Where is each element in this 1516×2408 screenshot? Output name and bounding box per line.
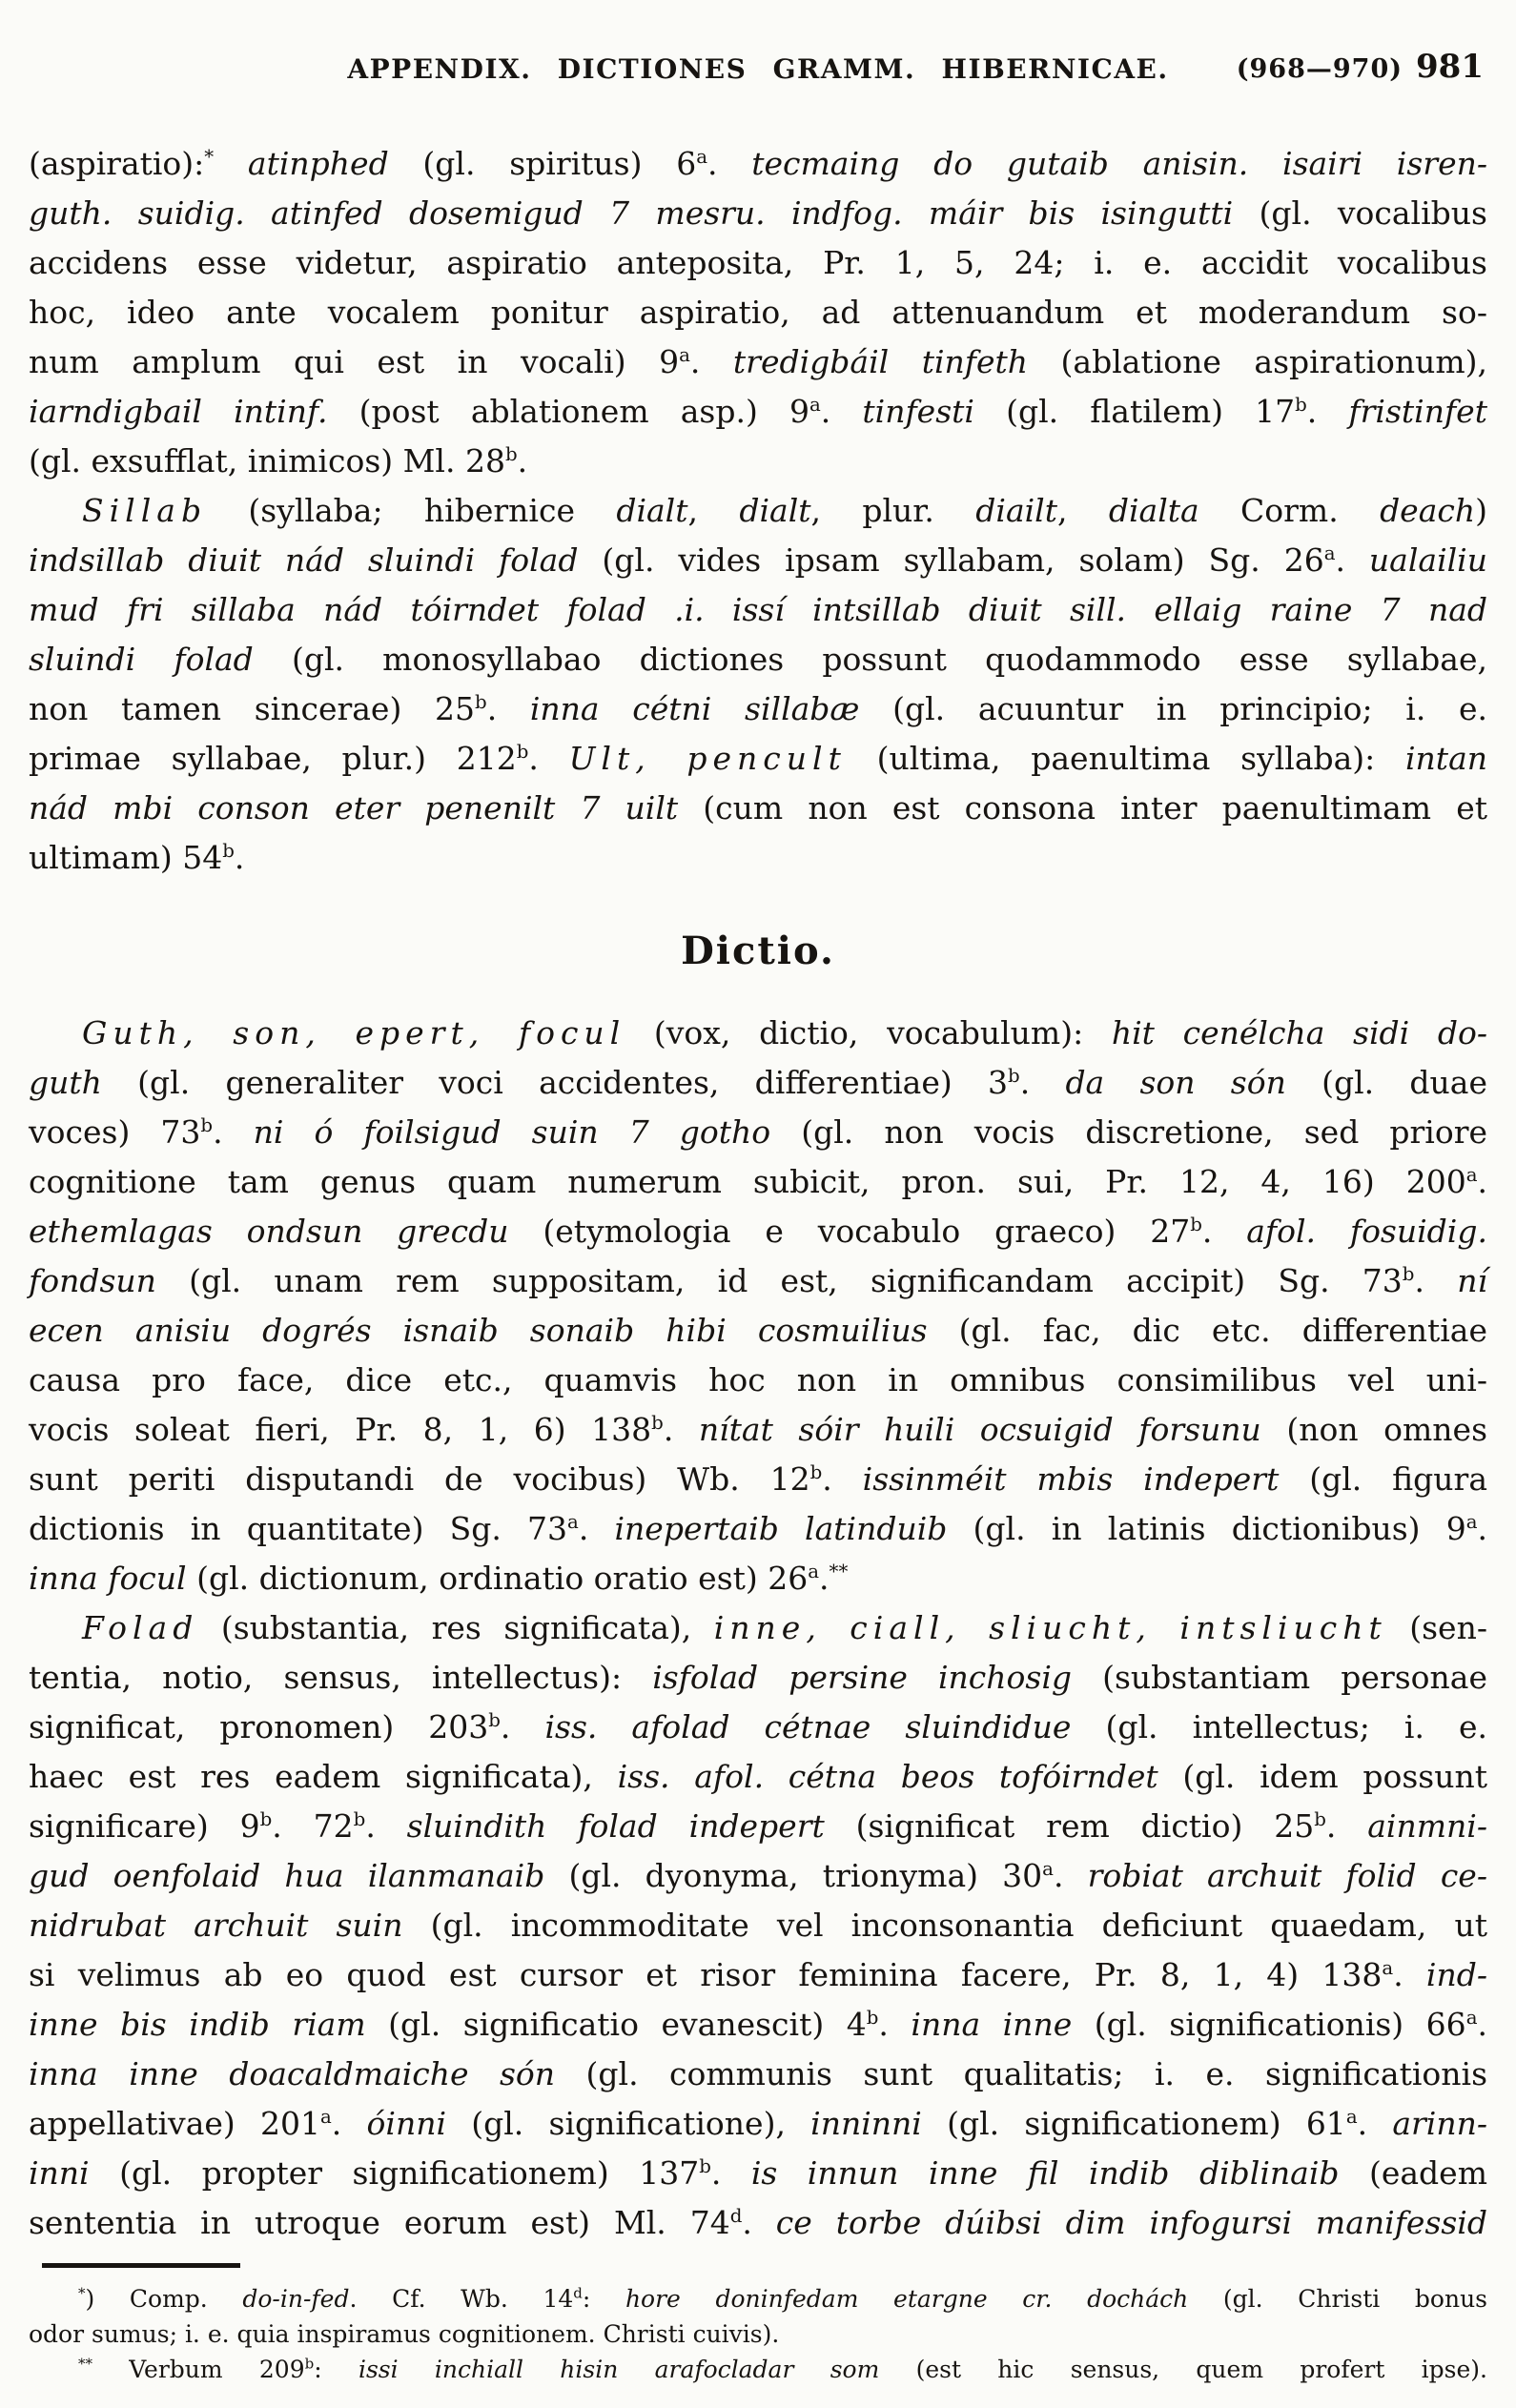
paragraph — [29, 139, 1487, 486]
text-line — [29, 635, 1487, 684]
reference-superscript: a — [1345, 2106, 1358, 2128]
reference-superscript: b — [353, 1808, 366, 1830]
reference-superscript: a — [679, 344, 690, 366]
irish-text-segment: sluindith folad indepert — [406, 1807, 825, 1845]
irish-text-segment: guth. suidig. atinfed dosemigud 7 mesru. indfog. máir bis isingutti — [29, 194, 1234, 232]
latin-text-segment: (vox, dictio, vocabulum): — [625, 1014, 1112, 1051]
body-content — [29, 139, 1487, 2248]
latin-text-segment: , plur. — [810, 492, 976, 529]
irish-text-segment: robiat archuit folid ce- — [1087, 1857, 1487, 1894]
reference-superscript: b — [866, 2007, 879, 2029]
text-line — [29, 189, 1487, 238]
latin-text-segment: (gl. dyonyma, trionyma) 30 — [544, 1857, 1043, 1894]
latin-text-segment: (eadem — [1339, 2154, 1488, 2192]
irish-text-segment: iss. afolad cétnae sluindidue — [544, 1708, 1072, 1745]
latin-text-segment: (gl. monosyllabao dictiones possunt quodammodo esse syllabae, — [253, 641, 1487, 678]
text-line — [29, 536, 1487, 585]
latin-text-segment: (gl. communis sunt qualitatis; i. e. significationis — [555, 2055, 1488, 2092]
latin-text-segment: . — [486, 690, 530, 727]
reference-superscript: b — [516, 741, 529, 763]
irish-text-segment: issinméit mbis indepert — [862, 1460, 1280, 1498]
latin-text-segment: (gl. significationem) 61 — [921, 2105, 1346, 2142]
irish-text-segment: guth — [29, 1064, 102, 1101]
latin-text-segment: (gl. unam rem suppositam, id est, significandam accipit) Sg. 73 — [155, 1262, 1403, 1299]
reference-superscript: * — [204, 146, 215, 168]
latin-text-segment: . — [517, 442, 528, 480]
latin-text-segment: . 72 — [272, 1807, 354, 1845]
latin-text-segment: (syllaba; hibernice — [207, 492, 617, 529]
text-line — [29, 337, 1487, 387]
reference-superscript: a — [1042, 1858, 1054, 1880]
column-range: (968—970) — [1236, 54, 1403, 84]
reference-superscript: a — [320, 2106, 332, 2128]
latin-text-segment: (gl. duae — [1285, 1064, 1487, 1101]
reference-superscript: b — [222, 840, 235, 862]
latin-text-segment: significare) 9 — [29, 1807, 260, 1845]
paragraph — [29, 486, 1487, 883]
latin-text-segment: Corm. — [1198, 492, 1381, 529]
latin-text-segment: . — [1335, 541, 1369, 579]
latin-text-segment: primae syllabae, plur.) 212 — [29, 740, 517, 777]
irish-text-segment: Sillab — [82, 492, 208, 529]
footnote-line — [29, 2352, 1487, 2387]
text-line — [29, 1405, 1487, 1455]
irish-text-segment: atinphed — [247, 145, 389, 182]
irish-text-segment: inna focul — [29, 1560, 187, 1597]
latin-text-segment: ) — [1475, 492, 1488, 529]
latin-text-segment: . — [578, 1510, 615, 1547]
text-line — [29, 1058, 1487, 1108]
latin-text-segment: (gl. acuuntur in principio; i. e. — [859, 690, 1488, 727]
latin-text-segment: (gl. Christi bonus — [1188, 2285, 1488, 2313]
irish-text-segment: hore doninfedam etargne cr. dochách — [625, 2285, 1189, 2313]
text-line — [29, 1554, 1487, 1603]
text-line — [29, 2099, 1487, 2149]
text-line — [29, 1653, 1487, 1703]
text-line — [29, 784, 1487, 833]
latin-text-segment: hoc, ideo ante vocalem ponitur aspiratio, ad attenuandum et moderandum so- — [29, 294, 1487, 331]
text-line — [29, 139, 1487, 189]
latin-text-segment: ultimam) 54 — [29, 839, 223, 876]
latin-text-segment: (significat rem dictio) 25 — [824, 1807, 1315, 1845]
latin-text-segment: . — [365, 1807, 407, 1845]
irish-text-segment: afol. fosuidig. — [1246, 1213, 1487, 1250]
latin-text-segment: (substantia, res significata), — [198, 1609, 714, 1646]
irish-text-segment: intan — [1405, 740, 1487, 777]
latin-text-segment: si velimus ab eo quod est cursor et risor feminina facere, Pr. 8, 1, 4) 138 — [29, 1956, 1383, 1993]
irish-text-segment: tredigbáil tinfeth — [732, 343, 1029, 380]
text-line — [29, 1207, 1487, 1256]
latin-text-segment: (gl. vides ipsam syllabam, solam) Sg. 26 — [578, 541, 1324, 579]
paragraph — [29, 1009, 1487, 1603]
footnotes — [29, 2281, 1487, 2387]
text-line — [29, 2149, 1487, 2198]
reference-superscript: a — [1465, 2007, 1478, 2029]
reference-superscript: b — [1295, 394, 1307, 416]
irish-text-segment: do-in-fed — [242, 2285, 350, 2313]
text-line — [29, 1703, 1487, 1752]
latin-text-segment: (ultima, paenultima syllaba): — [846, 740, 1405, 777]
latin-text-segment: (non omnes — [1260, 1411, 1488, 1448]
latin-text-segment: . — [1357, 2105, 1393, 2142]
latin-text-segment: (gl. spiritus) 6 — [388, 145, 697, 182]
text-line — [29, 1356, 1487, 1405]
text-line — [29, 2050, 1487, 2099]
latin-text-segment: . — [689, 343, 733, 380]
text-line — [29, 1306, 1487, 1356]
latin-text-segment: . — [742, 2204, 776, 2241]
latin-text-segment: appellativae) 201 — [29, 2105, 320, 2142]
text-line — [29, 238, 1487, 288]
footnote-line — [29, 2316, 1487, 2352]
latin-text-segment: (etymologia e vocabulo graeco) 27 — [508, 1213, 1191, 1250]
latin-text-segment: (gl. in latinis dictionibus) 9 — [947, 1510, 1466, 1547]
latin-text-segment: . — [1201, 1213, 1247, 1250]
latin-text-segment: . — [1477, 1163, 1487, 1200]
text-line — [29, 437, 1487, 486]
reference-superscript: b — [504, 443, 518, 465]
irish-text-segment: inepertaib latinduib — [614, 1510, 948, 1547]
irish-text-segment: dialt — [616, 492, 688, 529]
irish-text-segment: ainmni- — [1367, 1807, 1487, 1845]
section-heading: Dictio. — [681, 929, 835, 973]
paragraph — [29, 1603, 1487, 2248]
latin-text-segment: (gl. fac, dic etc. differentiae — [927, 1312, 1487, 1349]
text-line — [29, 1009, 1487, 1058]
irish-text-segment: da son són — [1065, 1064, 1286, 1101]
irish-text-segment: isfolad persine inchosig — [652, 1659, 1073, 1696]
text-line — [29, 2000, 1487, 2050]
reference-superscript: a — [1382, 1957, 1394, 1979]
text-line — [29, 684, 1487, 734]
latin-text-segment: . — [822, 1460, 863, 1498]
latin-text-segment: . — [707, 145, 752, 182]
irish-text-segment: ni ó foilsigud suin 7 gotho — [253, 1113, 771, 1151]
irish-text-segment: sluindi folad — [29, 641, 254, 678]
irish-text-segment: tinfesti — [862, 393, 974, 430]
latin-text-segment: . — [213, 1113, 254, 1151]
reference-superscript: b — [259, 1808, 273, 1830]
irish-text-segment: hit cenélcha sidi do- — [1111, 1014, 1488, 1051]
latin-text-segment: (ablatione aspirationum), — [1028, 343, 1487, 380]
reference-superscript: b — [1008, 1065, 1020, 1087]
latin-text-segment: , — [1057, 492, 1109, 529]
irish-text-segment: Folad — [82, 1609, 199, 1646]
latin-text-segment: Verbum 209 — [92, 2356, 305, 2383]
irish-text-segment: Guth, son, epert, focul — [82, 1014, 626, 1051]
reference-superscript: b — [200, 1114, 214, 1136]
irish-text-segment: iss. afol. cétna beos tofóirndet — [617, 1758, 1158, 1795]
reference-superscript: a — [1465, 1511, 1478, 1533]
latin-text-segment: . — [1306, 393, 1349, 430]
irish-text-segment: inna cétni sillabæ — [529, 690, 860, 727]
irish-text-segment: deach — [1380, 492, 1476, 529]
latin-text-segment: (gl. idem possunt — [1157, 1758, 1487, 1795]
irish-text-segment: fristinfet — [1348, 393, 1487, 430]
irish-text-segment: fondsun — [29, 1262, 156, 1299]
text-line — [29, 2198, 1487, 2248]
irish-text-segment: ualailiu — [1368, 541, 1487, 579]
irish-text-segment: nítat sóir huili ocsuigid forsunu — [698, 1411, 1261, 1448]
latin-text-segment: . — [500, 1708, 545, 1745]
footnote-separator — [42, 2263, 240, 2268]
irish-text-segment: inna inne — [911, 2006, 1073, 2043]
latin-text-segment: . — [1053, 1857, 1088, 1894]
irish-text-segment: nád mbi conson eter penenilt 7 uilt — [29, 789, 679, 826]
irish-text-segment: inne bis indib riam — [29, 2006, 366, 2043]
page-header — [29, 48, 1487, 92]
text-line — [29, 1108, 1487, 1157]
text-line — [29, 1455, 1487, 1504]
latin-text-segment: : — [314, 2356, 359, 2383]
irish-text-segment: ecen anisiu dogrés isnaib sonaib hibi cosmuilius — [29, 1312, 928, 1349]
latin-text-segment: causa pro face, dice etc., quamvis hoc non in omnibus consimilibus vel uni- — [29, 1361, 1487, 1398]
latin-text-segment: : — [582, 2285, 625, 2313]
text-line — [29, 288, 1487, 337]
text-line — [29, 1752, 1487, 1802]
text-line — [29, 1851, 1487, 1901]
latin-text-segment: significat, pronomen) 203 — [29, 1708, 489, 1745]
irish-text-segment: ethemlagas ondsun grecdu — [29, 1213, 509, 1250]
irish-text-segment: inne, ciall, sliucht, intsliucht — [713, 1609, 1387, 1646]
latin-text-segment: (cum non est consona inter paenultimam et — [678, 789, 1487, 826]
latin-text-segment: (gl. significatione), — [446, 2105, 811, 2142]
reference-superscript: b — [809, 1461, 823, 1483]
latin-text-segment: (gl. significatio evanescit) 4 — [365, 2006, 867, 2043]
reference-superscript: a — [1323, 542, 1336, 564]
latin-text-segment: . — [710, 2154, 751, 2192]
irish-text-segment: arinn- — [1392, 2105, 1488, 2142]
latin-text-segment: (gl. generaliter voci accidentes, differentiae) 3 — [101, 1064, 1009, 1101]
reference-superscript: d — [729, 2205, 743, 2227]
footnote-line — [29, 2281, 1487, 2316]
irish-text-segment: tecmaing do gutaib anisin. isairi isren- — [751, 145, 1488, 182]
latin-text-segment: , — [687, 492, 740, 529]
latin-text-segment: odor sumus; i. e. quia inspiramus cognitionem. Christi cuivis). — [29, 2320, 780, 2348]
latin-text-segment: . — [1019, 1064, 1066, 1101]
latin-text-segment: (aspiratio): — [29, 145, 205, 182]
reference-superscript: ** — [78, 2355, 92, 2373]
page-title: APPENDIX. DICTIONES GRAMM. HIBERNICAE. — [347, 53, 1169, 85]
latin-text-segment: (gl. non vocis discretione, sed priore — [770, 1113, 1488, 1151]
reference-superscript: b — [304, 2355, 315, 2373]
irish-text-segment: Ult, pencult — [568, 740, 847, 777]
latin-text-segment: (gl. significationis) 66 — [1072, 2006, 1466, 2043]
latin-text-segment: (gl. flatilem) 17 — [973, 393, 1296, 430]
latin-text-segment: . — [1414, 1262, 1458, 1299]
latin-text-segment: cognitione tam genus quam numerum subicit, pron. sui, Pr. 12, 4, 16) 200 — [29, 1163, 1466, 1200]
latin-text-segment: (gl. intellectus; i. e. — [1071, 1708, 1487, 1745]
latin-text-segment: (substantiam personae — [1072, 1659, 1487, 1696]
reference-superscript: * — [78, 2284, 86, 2302]
reference-superscript: a — [567, 1511, 579, 1533]
text-line — [29, 1950, 1487, 2000]
irish-text-segment: inni — [29, 2154, 90, 2192]
latin-text-segment: . — [878, 2006, 912, 2043]
latin-text-segment: num amplum qui est in vocali) 9 — [29, 343, 680, 380]
irish-text-segment: inna inne doacaldmaiche són — [29, 2055, 556, 2092]
reference-superscript: d — [573, 2284, 583, 2302]
text-line — [29, 1901, 1487, 1950]
latin-text-segment: . — [1477, 2006, 1487, 2043]
latin-text-segment: (gl. figura — [1279, 1460, 1487, 1498]
latin-text-segment: . — [331, 2105, 367, 2142]
latin-text-segment: . — [663, 1411, 699, 1448]
latin-text-segment: (gl. exsufflat, inimicos) Ml. 28 — [29, 442, 505, 480]
text-line — [29, 585, 1487, 635]
irish-text-segment: mud fri sillaba nád tóirndet folad .i. issí intsillab diuit sill. ellaig raine 7 nad — [29, 591, 1487, 628]
irish-text-segment: ce torbe dúibsi dim infogursi manifessid — [775, 2204, 1487, 2241]
latin-text-segment: (post ablationem asp.) 9 — [327, 393, 809, 430]
reference-superscript: a — [1465, 1164, 1478, 1186]
irish-text-segment: nidrubat archuit suin — [29, 1907, 403, 1944]
irish-text-segment: ind- — [1425, 1956, 1487, 1993]
latin-text-segment: ) Comp. — [85, 2285, 243, 2313]
text-line — [29, 1603, 1487, 1653]
latin-text-segment: . — [819, 1560, 830, 1597]
latin-text-segment: voces) 73 — [29, 1113, 201, 1151]
irish-text-segment: dialt — [739, 492, 811, 529]
reference-superscript: b — [1314, 1808, 1326, 1830]
latin-text-segment: non tamen sincerae) 25 — [29, 690, 476, 727]
reference-superscript: b — [699, 2155, 711, 2177]
latin-text-segment: . — [234, 839, 245, 876]
latin-text-segment: . — [820, 393, 863, 430]
reference-superscript: b — [488, 1709, 501, 1731]
text-line — [29, 734, 1487, 784]
irish-text-segment: iarndigbail intinf. — [29, 393, 328, 430]
irish-text-segment: inninni — [810, 2105, 922, 2142]
text-line — [29, 387, 1487, 437]
text-line — [29, 1157, 1487, 1207]
reference-superscript: b — [651, 1412, 664, 1434]
latin-text-segment: dictionis in quantitate) Sg. 73 — [29, 1510, 568, 1547]
latin-text-segment: sententia in utroque eorum est) Ml. 74 — [29, 2204, 730, 2241]
latin-text-segment: (gl. vocalibus — [1233, 194, 1487, 232]
text-line — [29, 486, 1487, 536]
reference-superscript: ** — [829, 1561, 849, 1582]
text-line — [29, 1504, 1487, 1554]
text-line — [29, 833, 1487, 883]
latin-text-segment: haec est res eadem significata), — [29, 1758, 618, 1795]
latin-text-segment: . — [1393, 1956, 1426, 1993]
latin-text-segment: (gl. propter significationem) 137 — [89, 2154, 700, 2192]
latin-text-segment: . Cf. Wb. 14 — [349, 2285, 574, 2313]
reference-superscript: b — [1190, 1214, 1202, 1235]
irish-text-segment: ní — [1457, 1262, 1487, 1299]
latin-text-segment: tentia, notio, sensus, intellectus): — [29, 1659, 653, 1696]
latin-text-segment: vocis soleat fieri, Pr. 8, 1, 6) 138 — [29, 1411, 652, 1448]
irish-text-segment: diailt — [975, 492, 1057, 529]
reference-superscript: a — [696, 146, 707, 168]
irish-text-segment: indsillab diuit nád sluindi folad — [29, 541, 579, 579]
latin-text-segment: . — [1477, 1510, 1488, 1547]
latin-text-segment: . — [1325, 1807, 1368, 1845]
irish-text-segment: óinni — [366, 2105, 447, 2142]
reference-superscript: a — [809, 394, 821, 416]
text-line — [29, 1256, 1487, 1306]
latin-text-segment: sunt periti disputandi de vocibus) Wb. 12 — [29, 1460, 810, 1498]
latin-text-segment — [214, 145, 248, 182]
irish-text-segment: is innun inne fil indib diblinaib — [750, 2154, 1340, 2192]
latin-text-segment: accidens esse videtur, aspiratio anteposita, Pr. 1, 5, 24; i. e. accidit vocalibus — [29, 244, 1487, 281]
page-number: 981 — [1416, 48, 1484, 86]
reference-superscript: b — [1402, 1263, 1415, 1285]
folio — [1237, 48, 1484, 86]
reference-superscript: b — [475, 691, 487, 713]
reference-superscript: a — [808, 1561, 820, 1582]
irish-text-segment: gud oenfolaid hua ilanmanaib — [29, 1857, 545, 1894]
latin-text-segment: (gl. incommoditate vel inconsonantia deficiunt quaedam, ut — [402, 1907, 1488, 1944]
latin-text-segment: (sen- — [1386, 1609, 1487, 1646]
irish-text-segment: dialta — [1108, 492, 1199, 529]
irish-text-segment: issi inchiall hisin arafocladar som — [358, 2356, 880, 2383]
latin-text-segment: . — [528, 740, 569, 777]
latin-text-segment: (gl. dictionum, ordinatio oratio est) 26 — [186, 1560, 809, 1597]
latin-text-segment: (est hic sensus, quem profert ipse). — [879, 2356, 1487, 2383]
text-line — [29, 1802, 1487, 1851]
